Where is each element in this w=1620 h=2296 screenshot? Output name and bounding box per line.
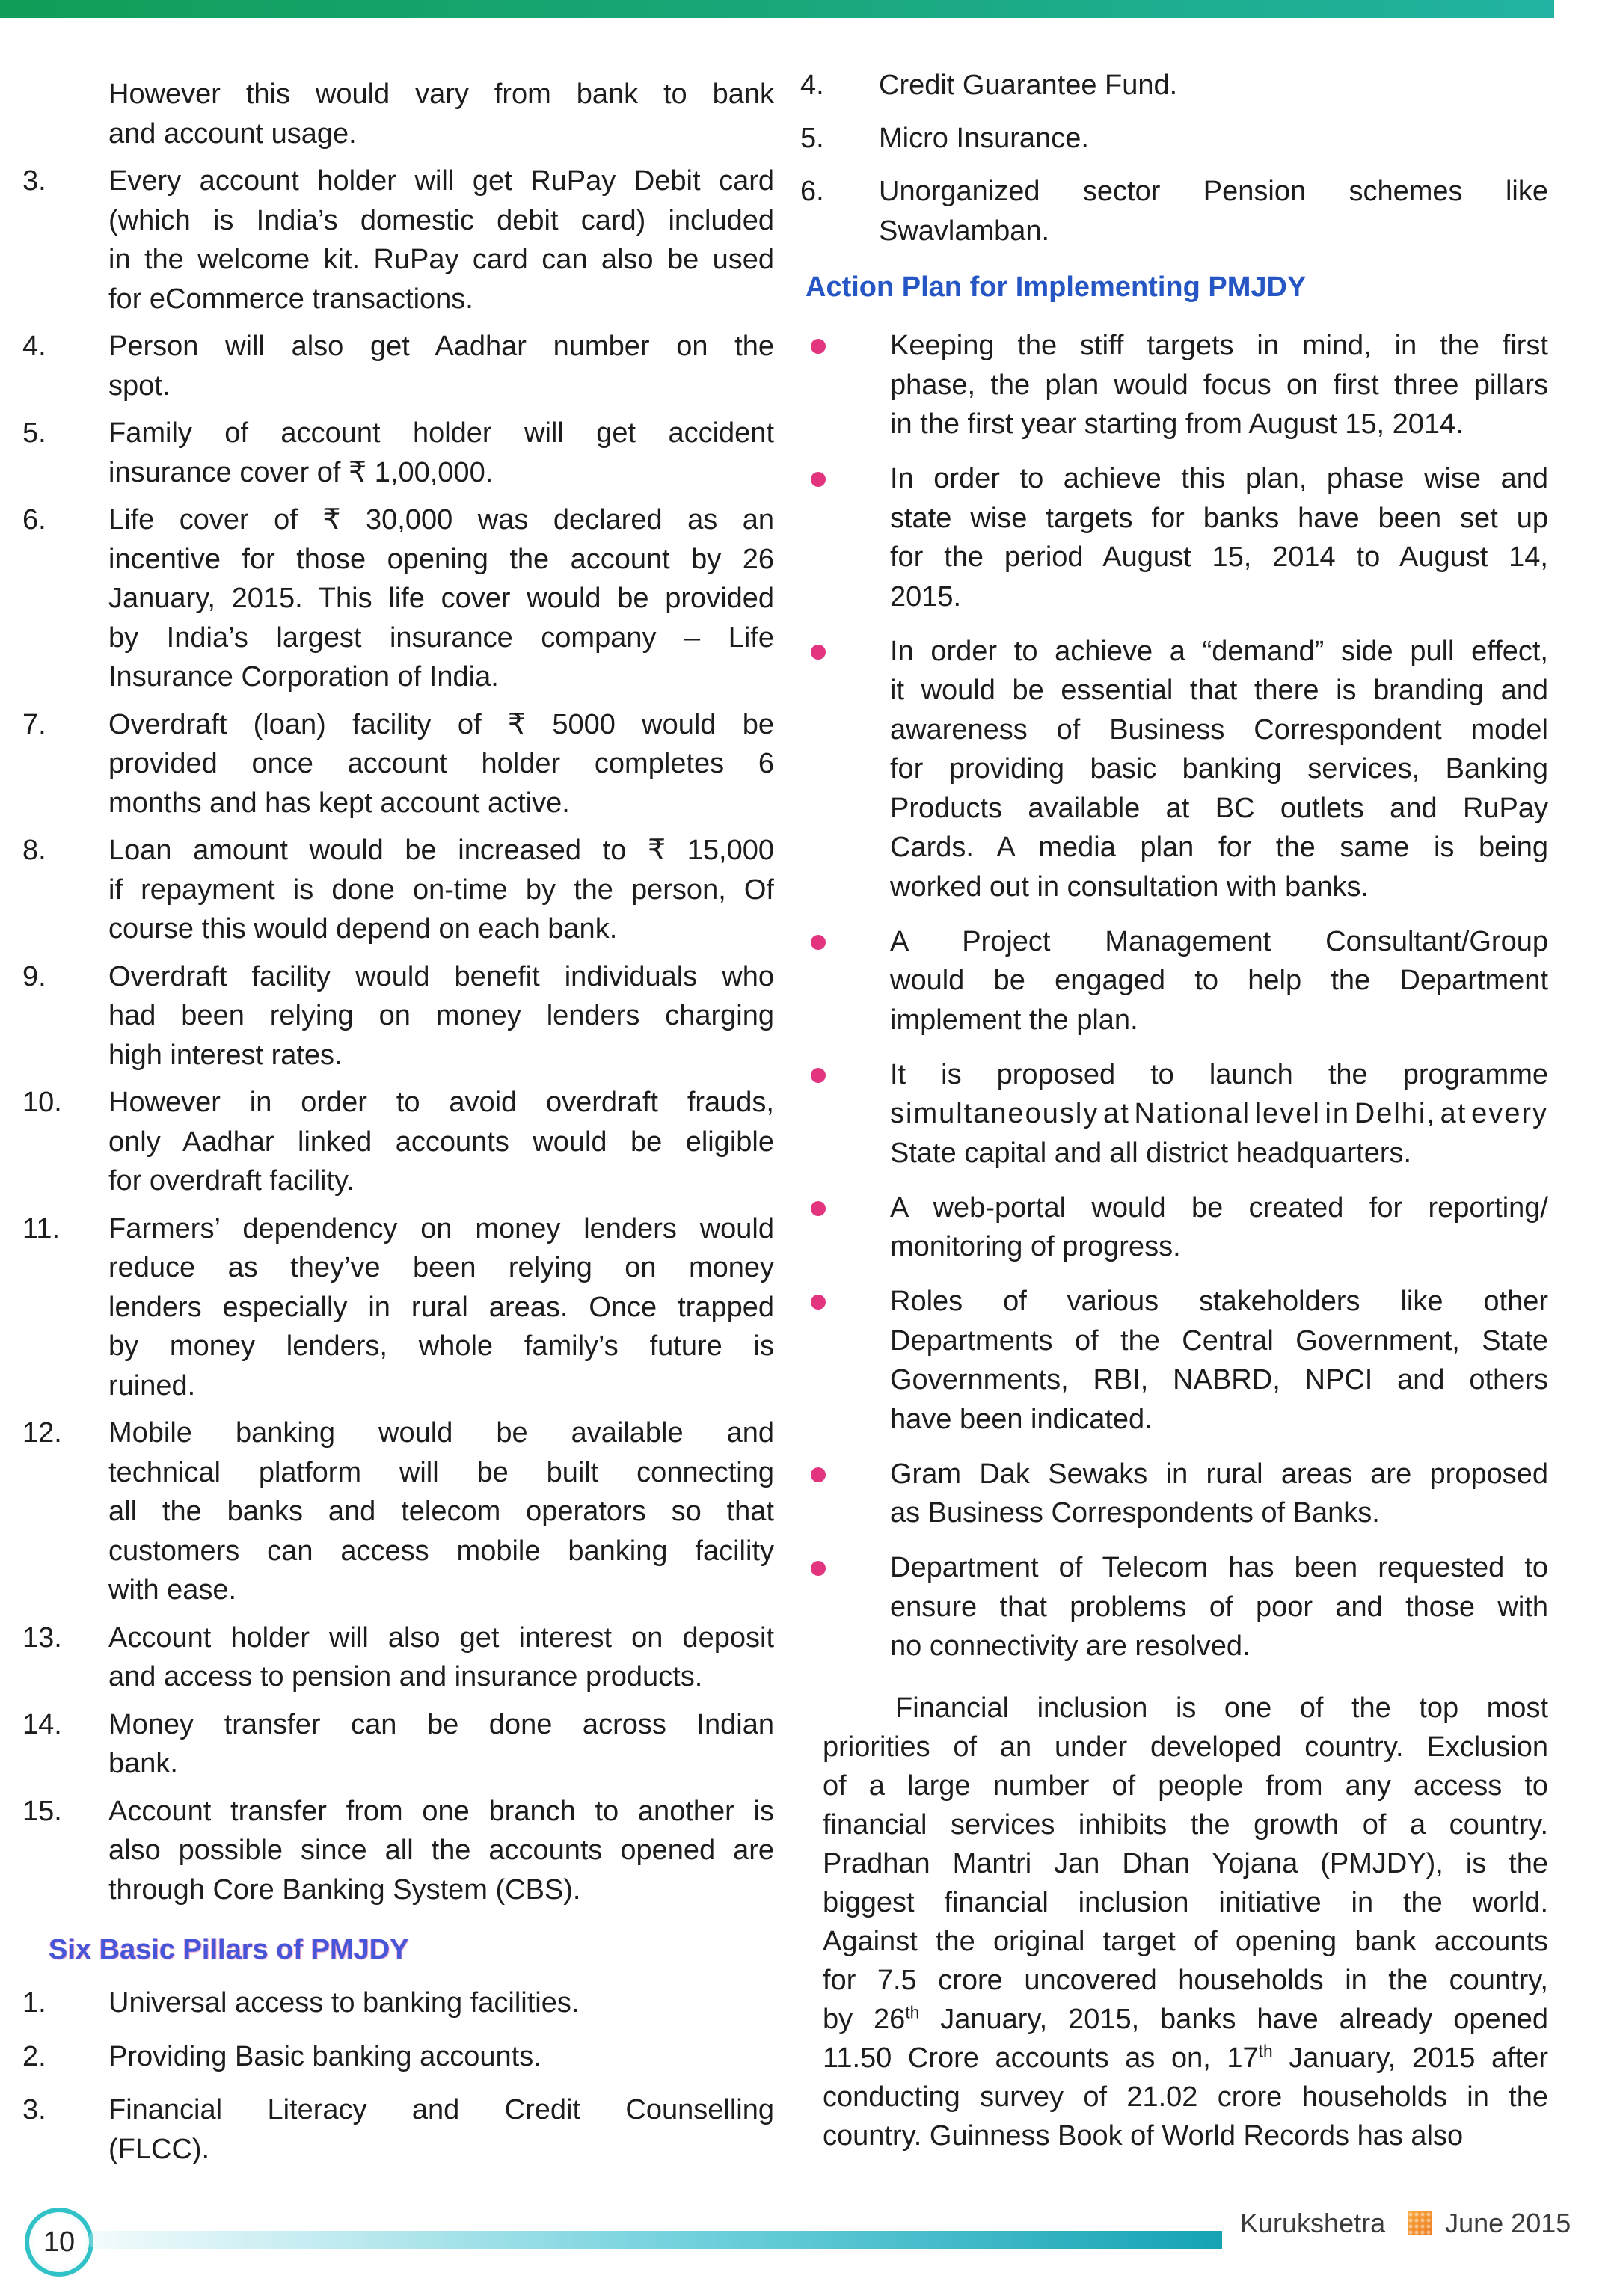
text-line: by India’s largest insurance company – Life [108, 621, 774, 654]
item-number: 8. [22, 835, 46, 866]
text-line: customers can access mobile banking facility [108, 1535, 774, 1567]
item-number: 9. [22, 960, 46, 992]
left-column [22, 75, 774, 2169]
text-line: implement the plan. [890, 1004, 1138, 1036]
superscript: th [1258, 2041, 1273, 2061]
header-decorative-bar [0, 0, 1554, 18]
item-text [108, 705, 774, 823]
text-line: technical platform will be built connecting [108, 1456, 774, 1488]
text-line: Every account holder will get RuPay Debit card [108, 165, 774, 197]
text-line: for providing basic banking services, Banking [890, 753, 1548, 785]
closing-paragraph [823, 1689, 1548, 2155]
text-line: Money transfer can be done across Indian [108, 1708, 774, 1740]
pillar-item [22, 2037, 774, 2077]
text-line: 2015. [890, 580, 962, 613]
item-number: 15. [22, 1795, 62, 1827]
text-line: Credit Guarantee Fund. [879, 70, 1178, 101]
text-line: Overdraft facility would benefit individuals who [108, 960, 774, 992]
text-line: if repayment is done on-time by the person, Of [108, 874, 774, 906]
right-column [800, 66, 1548, 2155]
item-number: 5. [800, 123, 824, 154]
text-line: Pradhan Mantri Jan Dhan Yojana (PMJDY), is the [823, 1848, 1548, 1879]
continued-item-text [108, 75, 774, 153]
item-number: 6. [22, 504, 46, 535]
text-line: Farmers’ dependency on money lenders would [108, 1212, 774, 1244]
item-text [108, 2037, 774, 2077]
text-line: ensure that problems of poor and those with [890, 1591, 1548, 1623]
item-number: 4. [22, 331, 46, 362]
text-line: insurance cover of ₹ 1,00,000. [108, 456, 494, 488]
text-line: country. Guinness Book of World Records has also [823, 2120, 1464, 2152]
text-line: Department of Telecom has been requested to [890, 1552, 1548, 1583]
bullet-dot-icon [800, 459, 890, 499]
action-plan-item [800, 922, 1548, 1040]
item-text [879, 172, 1548, 251]
text-line: January, 2015. This life cover would be provided [108, 583, 774, 614]
superscript: th [905, 2002, 920, 2022]
benefit-item [22, 1618, 774, 1697]
item-text [890, 632, 1548, 907]
text-segment: by 26 [823, 2004, 906, 2035]
item-number: 3. [22, 2094, 46, 2125]
item-text [890, 1055, 1548, 1173]
item-text [108, 327, 774, 405]
text-line: In order to achieve this plan, phase wise and [890, 463, 1548, 494]
action-plan-list [800, 326, 1548, 1666]
pillars-heading: Six Basic Pillars of PMJDY [49, 1934, 409, 1965]
text-line: Person will also get Aadhar number on the [108, 331, 774, 362]
item-number: 5. [22, 417, 46, 449]
benefit-item [22, 1705, 774, 1784]
item-number: 1. [22, 1987, 46, 2019]
text-line: However in order to avoid overdraft frauds, [108, 1087, 774, 1118]
text-line: A Project Management Consultant/Group [890, 925, 1548, 957]
text-line: ruined. [108, 1369, 196, 1402]
bullet-dot-icon [800, 326, 890, 366]
benefit-item [22, 1083, 774, 1201]
pillar-item [22, 1983, 774, 2023]
text-line: state wise targets for banks have been set up [890, 502, 1548, 534]
text-line [823, 2000, 1548, 2039]
text-line: Overdraft (loan) facility of ₹ 5000 would be [108, 708, 774, 740]
text-line: and account usage. [108, 117, 357, 150]
text-line: phase, the plan would focus on first three pillars [890, 369, 1548, 401]
text-line: had been relying on money lenders charging [108, 1000, 774, 1031]
item-text [890, 1548, 1548, 1666]
text-line: Loan amount would be increased to ₹ 15,000 [108, 835, 774, 866]
text-line: Micro Insurance. [879, 123, 1089, 154]
text-line: It is proposed to launch the programme [890, 1058, 1548, 1090]
text-line: (FLCC). [108, 2133, 210, 2165]
text-line: it would be essential that there is branding and [890, 675, 1548, 706]
text-line: (which is India’s domestic debit card) included [108, 204, 774, 236]
bullet-dot-icon [800, 1055, 890, 1095]
text-line: monitoring of progress. [890, 1231, 1181, 1262]
item-number: 3. [22, 165, 46, 197]
item-number: 7. [22, 708, 46, 740]
item-text [890, 1455, 1548, 1533]
item-text [108, 162, 774, 319]
text-line: In order to achieve a “demand” side pull effect, [890, 635, 1548, 667]
text-line: financial services inhibits the growth of a country. [823, 1809, 1548, 1841]
issue-date: June 2015 [1445, 2208, 1571, 2238]
item-number: 6. [800, 176, 824, 207]
item-text [108, 957, 774, 1075]
text-line: Keeping the stiff targets in mind, in the first [890, 330, 1548, 361]
benefit-item [22, 500, 774, 697]
pillars-list-continued [800, 66, 1548, 251]
item-text [890, 459, 1548, 616]
text-line: Providing Basic banking accounts. [108, 2040, 541, 2072]
page-number-badge [25, 2208, 93, 2277]
item-text [108, 414, 774, 492]
bullet-dot-icon [800, 1548, 890, 1588]
benefit-item [22, 1209, 774, 1406]
text-line [823, 2039, 1548, 2078]
benefits-list [22, 162, 774, 1909]
text-line: all the banks and telecom operators so that [108, 1496, 774, 1527]
benefit-item [22, 957, 774, 1075]
text-line: would be engaged to help the Department [890, 965, 1548, 996]
text-line: by money lenders, whole family’s future is [108, 1330, 774, 1362]
text-segment: January, 2015 after [1272, 2042, 1548, 2074]
text-line: only Aadhar linked accounts would be eligible [108, 1126, 774, 1158]
text-line: high interest rates. [108, 1039, 343, 1071]
text-line: conducting survey of 21.02 crore households in the [823, 2081, 1548, 2113]
item-text [108, 1413, 774, 1610]
benefit-item [22, 1413, 774, 1610]
item-text [879, 119, 1548, 159]
action-plan-item [800, 1455, 1548, 1533]
benefit-item [22, 831, 774, 949]
action-plan-item [800, 1282, 1548, 1439]
bullet-dot-icon [800, 1188, 890, 1228]
item-text [879, 66, 1548, 105]
pillar-item [800, 66, 1548, 105]
text-line: in the first year starting from August 15, 2014. [890, 408, 1464, 440]
text-line: Against the original target of opening bank accounts [823, 1926, 1548, 1957]
text-line: and access to pension and insurance products. [108, 1661, 703, 1692]
text-line: of a large number of people from any access to [823, 1770, 1548, 1802]
text-line: priorities of an under developed country. Exclusion [823, 1731, 1548, 1763]
item-number: 10. [22, 1087, 62, 1118]
text-line: Account holder will also get interest on deposit [108, 1621, 774, 1654]
item-number: 13. [22, 1621, 62, 1654]
text-line: Swavlamban. [879, 215, 1050, 247]
text-line: State capital and all district headquarters. [890, 1137, 1412, 1169]
text-line: in the welcome kit. RuPay card can also be used [108, 244, 774, 275]
text-line: have been indicated. [890, 1403, 1153, 1435]
text-line: months and has kept account active. [108, 787, 570, 819]
item-text [108, 1618, 774, 1697]
pillar-item [22, 2090, 774, 2169]
benefit-item [22, 1792, 774, 1910]
action-plan-item [800, 1055, 1548, 1173]
text-line: A web-portal would be created for reporting/ [890, 1191, 1548, 1224]
text-line: awareness of Business Correspondent model [890, 713, 1548, 746]
text-line: reduce as they’ve been relying on money [108, 1252, 774, 1283]
bullet-dot-icon [800, 632, 890, 672]
item-text [890, 1282, 1548, 1439]
text-line: lenders especially in rural areas. Once trapped [108, 1291, 774, 1323]
text-line: Mobile banking would be available and [108, 1417, 774, 1449]
benefit-item [22, 414, 774, 492]
text-segment: 11.50 Crore accounts as on, 17 [823, 2042, 1259, 2074]
footer-decorative-bar [88, 2231, 1222, 2249]
item-number: 2. [22, 2040, 46, 2072]
text-line: Financial Literacy and Credit Counselling [108, 2094, 774, 2125]
action-plan-item [800, 632, 1548, 907]
item-text [108, 1792, 774, 1910]
text-line: Family of account holder will get accident [108, 417, 774, 449]
action-plan-item [800, 326, 1548, 444]
text-line: Account transfer from one branch to another is [108, 1795, 774, 1827]
page-number: 10 [43, 2226, 76, 2258]
item-text [890, 1188, 1548, 1267]
text-line: Gram Dak Sewaks in rural areas are proposed [890, 1458, 1548, 1490]
action-plan-item [800, 1188, 1548, 1267]
text-line: provided once account holder completes 6 [108, 748, 774, 779]
item-number: 11. [22, 1212, 61, 1244]
text-line: Departments of the Central Government, State [890, 1325, 1548, 1357]
text-line: However this would vary from bank to bank [108, 79, 774, 110]
text-line: Governments, RBI, NABRD, NPCI and others [890, 1364, 1548, 1396]
text-line: incentive for those opening the account by 26 [108, 543, 774, 575]
text-line: Universal access to banking facilities. [108, 1987, 580, 2019]
pillar-item [800, 172, 1548, 251]
item-number: 14. [22, 1708, 62, 1740]
text-line: for the period August 15, 2014 to August 14, [890, 541, 1548, 573]
text-line: course this would depend on each bank. [108, 913, 618, 945]
item-text [108, 2090, 774, 2169]
magazine-logo-icon [1408, 2211, 1432, 2235]
bullet-dot-icon [800, 922, 890, 962]
benefit-item [22, 327, 774, 405]
footer-publication [1240, 2205, 1571, 2242]
item-number: 4. [800, 70, 824, 101]
benefit-item [22, 705, 774, 823]
text-line: Insurance Corporation of India. [108, 661, 499, 693]
text-line: biggest financial inclusion initiative in the world. [823, 1887, 1548, 1918]
text-line: worked out in consultation with banks. [890, 871, 1369, 903]
action-plan-item [800, 1548, 1548, 1666]
benefit-item [22, 162, 774, 319]
action-plan-item [800, 459, 1548, 616]
text-line: for eCommerce transactions. [108, 283, 473, 315]
item-text [890, 922, 1548, 1040]
text-line: Cards. A media plan for the same is being [890, 832, 1548, 863]
text-line: Financial inclusion is one of the top most [895, 1692, 1548, 1724]
text-line: spot. [108, 369, 171, 402]
item-text [108, 1983, 774, 2023]
item-text [108, 1209, 774, 1406]
text-line: also possible since all the accounts opened are [108, 1835, 774, 1866]
text-line: Life cover of ₹ 30,000 was declared as an [108, 504, 774, 535]
pillar-item [800, 119, 1548, 159]
text-line: through Core Banking System (CBS). [108, 1873, 581, 1906]
text-line: for overdraft facility. [108, 1165, 355, 1197]
text-line: with ease. [108, 1574, 237, 1606]
text-line: as Business Correspondents of Banks. [890, 1497, 1380, 1529]
text-line: Unorganized sector Pension schemes like [879, 176, 1548, 207]
text-line: for 7.5 crore uncovered households in the country, [823, 1965, 1548, 1996]
item-text [890, 326, 1548, 444]
item-text [108, 500, 774, 697]
item-text [108, 1705, 774, 1784]
text-segment: January, 2015, banks have already opened [919, 2004, 1548, 2035]
item-number: 12. [22, 1417, 62, 1449]
magazine-name: Kurukshetra [1240, 2208, 1386, 2238]
bullet-dot-icon [800, 1282, 890, 1322]
text-line: Roles of various stakeholders like other [890, 1286, 1548, 1317]
text-line: Products available at BC outlets and RuPay [890, 792, 1548, 824]
text-line: bank. [108, 1748, 178, 1779]
action-plan-heading: Action Plan for Implementing PMJDY [806, 271, 1307, 303]
text-line: simultaneously at National level in Delhi, at every [890, 1098, 1548, 1129]
text-line: no connectivity are resolved. [890, 1630, 1251, 1662]
bullet-dot-icon [800, 1455, 890, 1494]
item-text [108, 831, 774, 949]
item-text [108, 1083, 774, 1201]
pillars-list [22, 1983, 774, 2169]
